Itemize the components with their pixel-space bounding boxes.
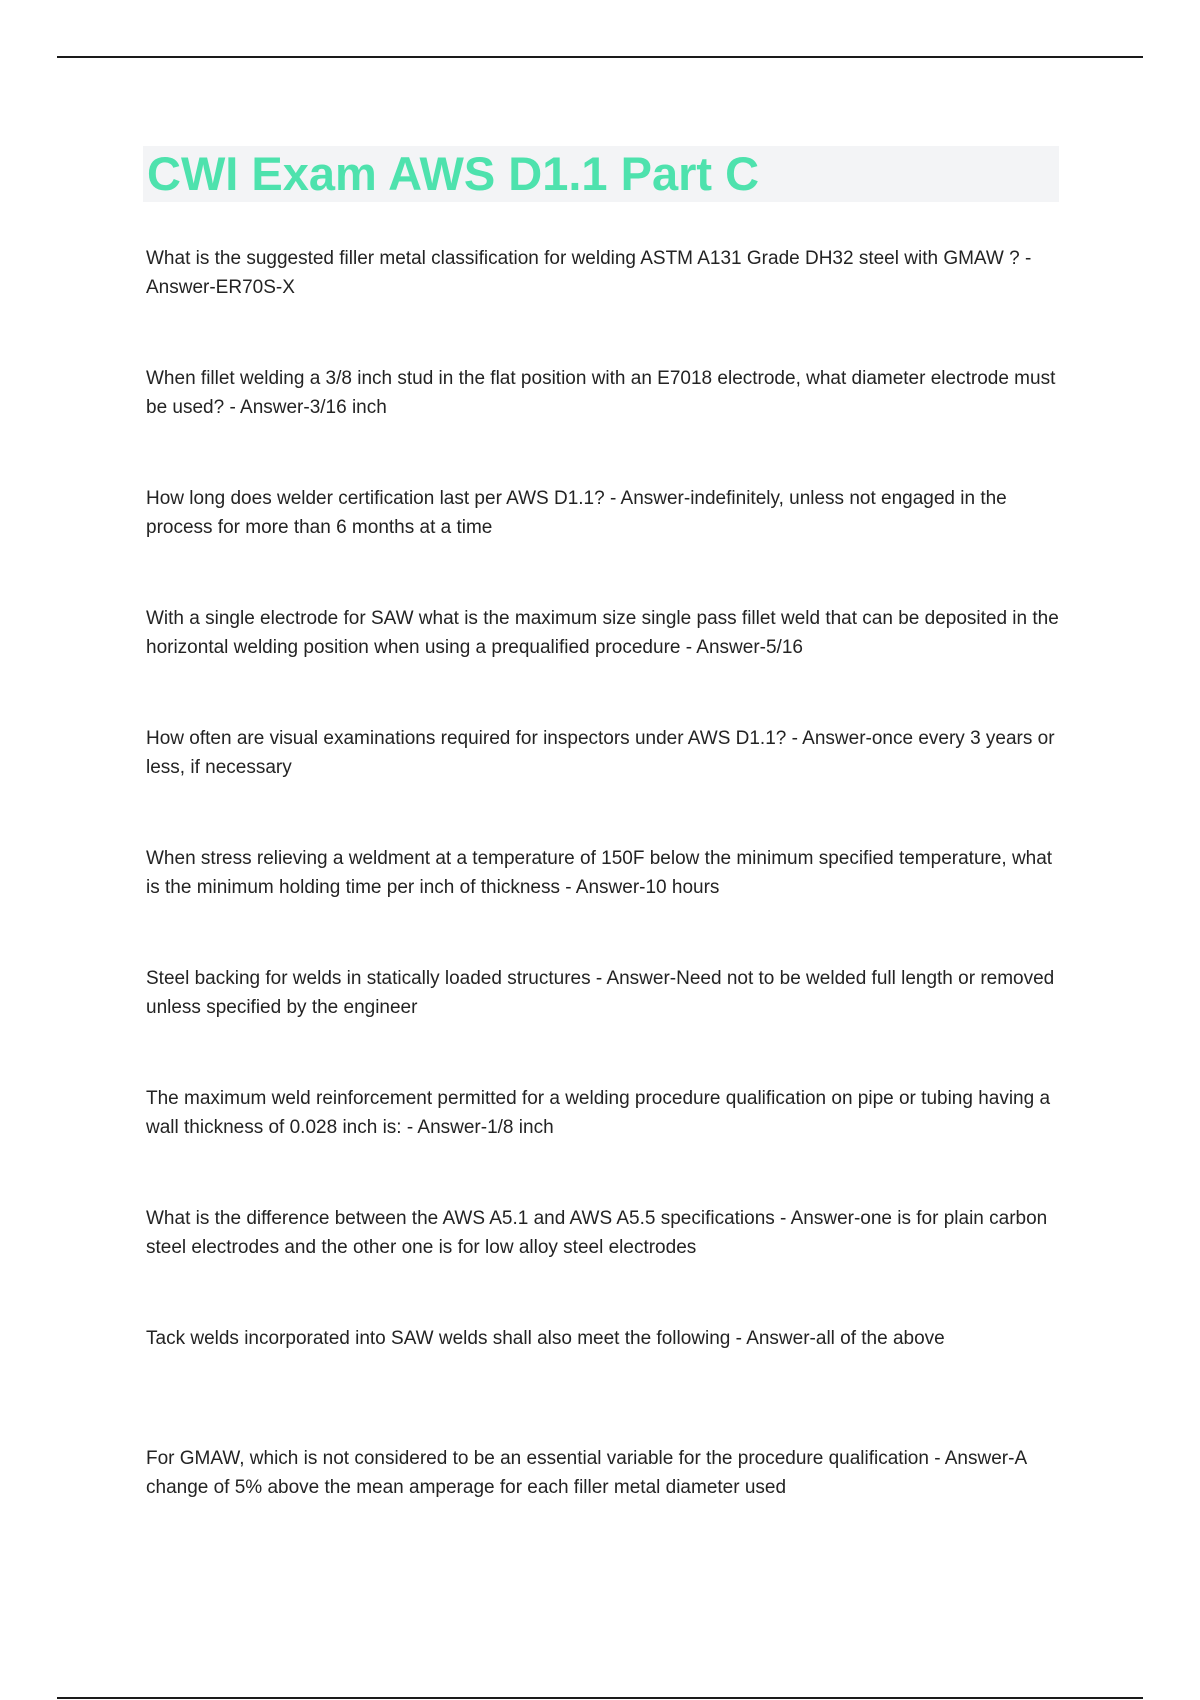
page-title: CWI Exam AWS D1.1 Part C bbox=[147, 147, 760, 200]
qa-list bbox=[146, 244, 1066, 1564]
qa-item: Tack welds incorporated into SAW welds shall also meet the following - Answer-all of the above bbox=[146, 1328, 945, 1349]
bottom-divider bbox=[57, 1697, 1143, 1699]
qa-item: What is the suggested filler metal classification for welding ASTM A131 Grade DH32 steel with GMAW ? - Answer-ER70S-X bbox=[146, 248, 1032, 298]
qa-item: What is the difference between the AWS A5.1 and AWS A5.5 specifications - Answer-one is for plain carbon steel electrodes and the other one is for low alloy steel electrodes bbox=[146, 1208, 1048, 1258]
qa-item: For GMAW, which is not considered to be an essential variable for the procedure qualification - Answer-A change of 5% above the mean amperage for each filler metal diameter used bbox=[146, 1448, 1027, 1498]
top-divider bbox=[57, 56, 1143, 58]
qa-item: How often are visual examinations required for inspectors under AWS D1.1? - Answer-once every 3 years or less, if necessary bbox=[146, 728, 1055, 778]
qa-item: Steel backing for welds in statically loaded structures - Answer-Need not to be welded full length or removed unless specified by the engineer bbox=[146, 968, 1055, 1018]
qa-item: The maximum weld reinforcement permitted for a welding procedure qualification on pipe or tubing having a wall thickness of 0.028 inch is: - Answer-1/8 inch bbox=[146, 1088, 1051, 1138]
title-band bbox=[143, 146, 1059, 202]
qa-item: When stress relieving a weldment at a temperature of 150F below the minimum specified temperature, what is the minimum holding time per inch of thickness - Answer-10 hours bbox=[146, 848, 1053, 898]
qa-item: When fillet welding a 3/8 inch stud in the flat position with an E7018 electrode, what diameter electrode must be used? - Answer-3/16 inch bbox=[146, 368, 1056, 418]
qa-item: With a single electrode for SAW what is the maximum size single pass fillet weld that can be deposited in the horizontal welding position when using a prequalified procedure - Answer-5/16 bbox=[146, 608, 1059, 658]
qa-item: How long does welder certification last per AWS D1.1? - Answer-indefinitely, unless not engaged in the process for more than 6 months at a time bbox=[146, 488, 1007, 538]
